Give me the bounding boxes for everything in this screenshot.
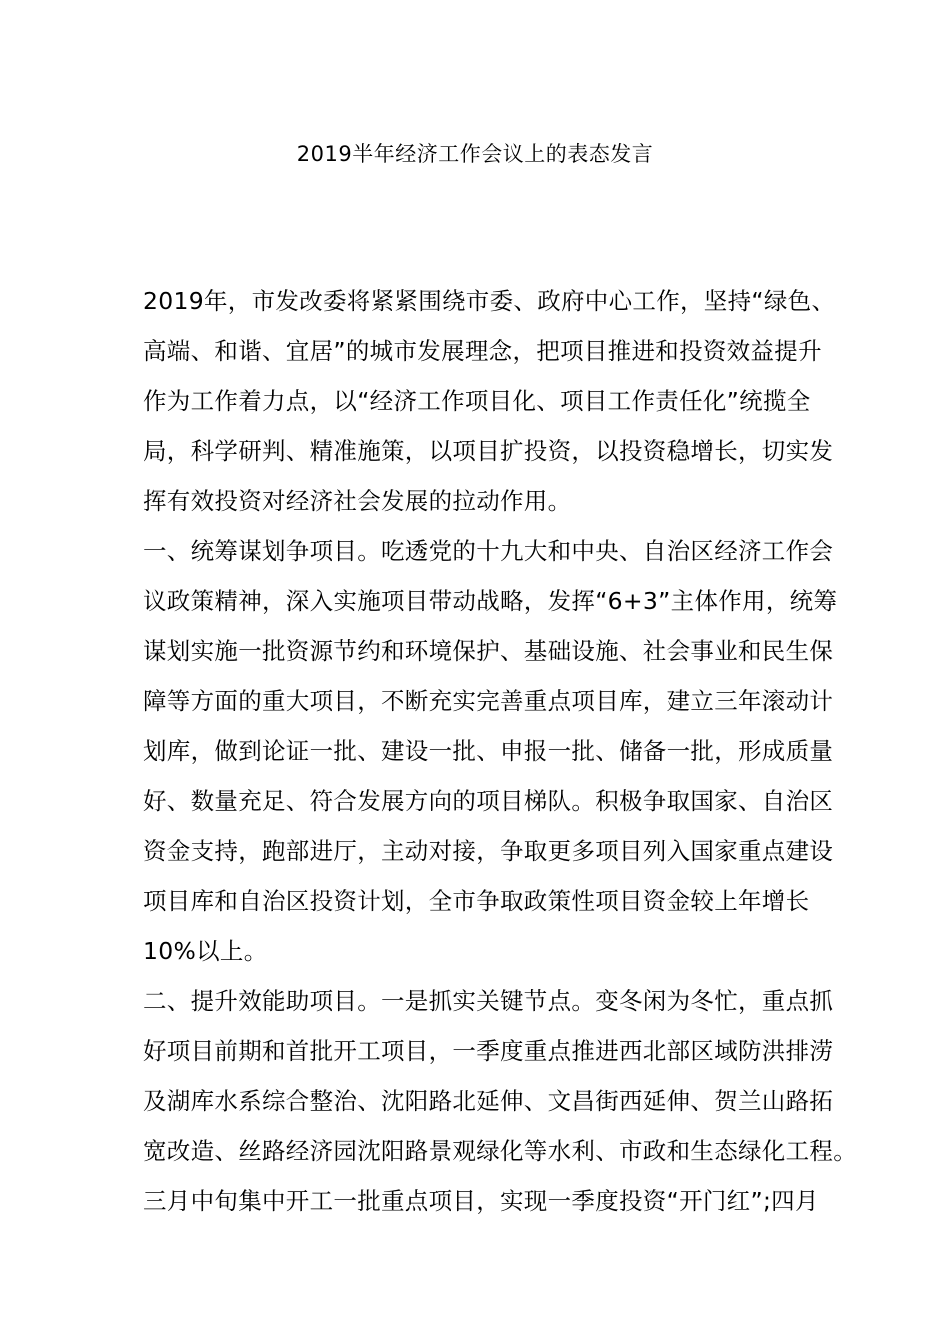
- text-line: 局，科学研判、精准施策，以项目扩投资，以投资稳增长，切实发: [143, 437, 834, 465]
- text-line: 作为工作着力点，以“经济工作项目化、项目工作责任化”统揽全: [143, 387, 811, 415]
- text-line: 2019年，市发改委将紧紧围绕市委、政府中心工作，坚持“绿色、: [143, 287, 836, 315]
- text-line: 三月中旬集中开工一批重点项目，实现一季度投资“开门红”;四月: [143, 1187, 819, 1215]
- text-line: 谋划实施一批资源节约和环境保护、基础设施、社会事业和民生保: [143, 637, 834, 665]
- text-line: 高端、和谐、宜居”的城市发展理念，把项目推进和投资效益提升: [143, 337, 822, 365]
- text-line: 资金支持，跑部进厅，主动对接，争取更多项目列入国家重点建设: [143, 837, 834, 865]
- document-body: [143, 283, 857, 1233]
- text-line: 宽改造、丝路经济园沈阳路景观绿化等水利、市政和生态绿化工程。: [143, 1137, 857, 1165]
- text-line: 项目库和自治区投资计划，全市争取政策性项目资金较上年增长: [143, 887, 810, 915]
- text-line: 10%以上。: [143, 937, 268, 965]
- document-title: 2019半年经济工作会议上的表态发言: [296, 142, 654, 166]
- text-line: 障等方面的重大项目，不断充实完善重点项目库，建立三年滚动计: [143, 687, 834, 715]
- text-line: 及湖库水系综合整治、沈阳路北延伸、文昌街西延伸、贺兰山路拓: [143, 1087, 834, 1115]
- text-line: 一、统筹谋划争项目。吃透党的十九大和中央、自治区经济工作会: [143, 537, 834, 565]
- text-line: 好项目前期和首批开工项目，一季度重点推进西北部区域防洪排涝: [143, 1037, 834, 1065]
- text-line: 好、数量充足、符合发展方向的项目梯队。积极争取国家、自治区: [143, 787, 834, 815]
- text-line: 挥有效投资对经济社会发展的拉动作用。: [143, 487, 572, 515]
- text-line: 划库，做到论证一批、建设一批、申报一批、储备一批，形成质量: [143, 737, 834, 765]
- text-line: 议政策精神，深入实施项目带动战略，发挥“6+3”主体作用，统筹: [143, 587, 838, 615]
- text-line: 二、提升效能助项目。一是抓实关键节点。变冬闲为冬忙，重点抓: [143, 987, 834, 1015]
